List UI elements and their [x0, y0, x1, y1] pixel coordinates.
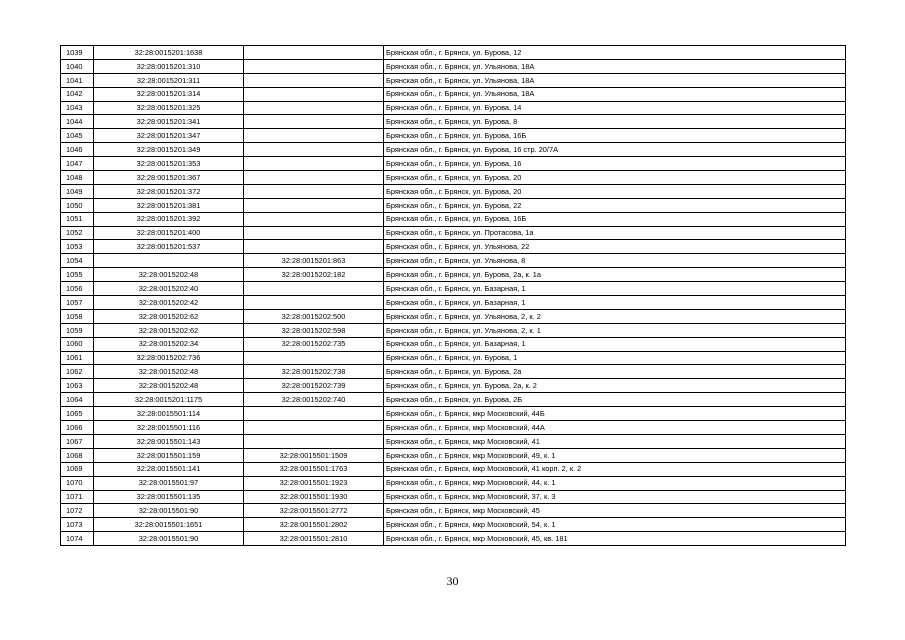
table-row [61, 448, 846, 462]
row-number-cell: 1047 [61, 157, 94, 171]
building-cadastral-number-cell [244, 351, 384, 365]
building-cadastral-number-cell [244, 59, 384, 73]
land-cadastral-number-cell: 32:28:0015201:381 [94, 198, 244, 212]
address-cell: Брянская обл., г. Брянск, мкр Московский, 44Б [384, 407, 846, 421]
building-cadastral-number-cell [244, 212, 384, 226]
land-cadastral-number-cell: 32:28:0015501:135 [94, 490, 244, 504]
building-cadastral-number-cell [244, 407, 384, 421]
building-cadastral-number-cell [244, 87, 384, 101]
land-cadastral-number-cell: 32:28:0015501:141 [94, 462, 244, 476]
land-cadastral-number-cell: 32:28:0015201:349 [94, 143, 244, 157]
table-row [61, 309, 846, 323]
address-cell: Брянская обл., г. Брянск, ул. Бурова, 20 [384, 171, 846, 185]
address-cell: Брянская обл., г. Брянск, ул. Ульянова, 2, к. 1 [384, 323, 846, 337]
row-number-cell: 1072 [61, 504, 94, 518]
address-cell: Брянская обл., г. Брянск, ул. Ульянова, 18А [384, 73, 846, 87]
land-cadastral-number-cell: 32:28:0015501:1651 [94, 518, 244, 532]
land-cadastral-number-cell: 32:28:0015202:42 [94, 296, 244, 310]
land-cadastral-number-cell: 32:28:0015201:325 [94, 101, 244, 115]
building-cadastral-number-cell [244, 143, 384, 157]
table-row [61, 532, 846, 546]
address-cell: Брянская обл., г. Брянск, ул. Бурова, 16Б [384, 212, 846, 226]
address-cell: Брянская обл., г. Брянск, ул. Базарная, 1 [384, 282, 846, 296]
row-number-cell: 1063 [61, 379, 94, 393]
address-cell: Брянская обл., г. Брянск, ул. Базарная, 1 [384, 337, 846, 351]
building-cadastral-number-cell [244, 226, 384, 240]
land-cadastral-number-cell: 32:28:0015202:48 [94, 268, 244, 282]
table-row [61, 504, 846, 518]
building-cadastral-number-cell [244, 434, 384, 448]
row-number-cell: 1055 [61, 268, 94, 282]
row-number-cell: 1058 [61, 309, 94, 323]
address-cell: Брянская обл., г. Брянск, мкр Московский, 49, к. 1 [384, 448, 846, 462]
address-cell: Брянская обл., г. Брянск, мкр Московский, 45 [384, 504, 846, 518]
land-cadastral-number-cell: 32:28:0015201:1175 [94, 393, 244, 407]
row-number-cell: 1050 [61, 198, 94, 212]
land-cadastral-number-cell: 32:28:0015202:736 [94, 351, 244, 365]
address-cell: Брянская обл., г. Брянск, ул. Ульянова, 22 [384, 240, 846, 254]
land-cadastral-number-cell: 32:28:0015501:97 [94, 476, 244, 490]
address-cell: Брянская обл., г. Брянск, ул. Базарная, 1 [384, 296, 846, 310]
building-cadastral-number-cell: 32:28:0015202:182 [244, 268, 384, 282]
land-cadastral-number-cell [94, 254, 244, 268]
address-cell: Брянская обл., г. Брянск, мкр Московский, 44, к. 1 [384, 476, 846, 490]
table-row [61, 254, 846, 268]
table-row [61, 184, 846, 198]
building-cadastral-number-cell: 32:28:0015501:2810 [244, 532, 384, 546]
table-row [61, 323, 846, 337]
table-row [61, 518, 846, 532]
land-cadastral-number-cell: 32:28:0015201:372 [94, 184, 244, 198]
row-number-cell: 1054 [61, 254, 94, 268]
row-number-cell: 1049 [61, 184, 94, 198]
building-cadastral-number-cell [244, 421, 384, 435]
land-cadastral-number-cell: 32:28:0015201:311 [94, 73, 244, 87]
table-row [61, 351, 846, 365]
row-number-cell: 1052 [61, 226, 94, 240]
land-cadastral-number-cell: 32:28:0015201:400 [94, 226, 244, 240]
row-number-cell: 1065 [61, 407, 94, 421]
land-cadastral-number-cell: 32:28:0015201:392 [94, 212, 244, 226]
row-number-cell: 1053 [61, 240, 94, 254]
address-cell: Брянская обл., г. Брянск, ул. Бурова, 16Б [384, 129, 846, 143]
table-row [61, 407, 846, 421]
building-cadastral-number-cell: 32:28:0015501:2802 [244, 518, 384, 532]
land-cadastral-number-cell: 32:28:0015202:48 [94, 379, 244, 393]
table-row [61, 226, 846, 240]
building-cadastral-number-cell: 32:28:0015202:738 [244, 365, 384, 379]
land-cadastral-number-cell: 32:28:0015202:40 [94, 282, 244, 296]
table-row [61, 115, 846, 129]
address-cell: Брянская обл., г. Брянск, ул. Бурова, 22 [384, 198, 846, 212]
table-row [61, 462, 846, 476]
table-row [61, 87, 846, 101]
address-cell: Брянская обл., г. Брянск, ул. Бурова, 1 [384, 351, 846, 365]
address-cell: Брянская обл., г. Брянск, ул. Ульянова, 2, к. 2 [384, 309, 846, 323]
land-cadastral-number-cell: 32:28:0015202:62 [94, 309, 244, 323]
address-cell: Брянская обл., г. Брянск, ул. Бурова, 2Б [384, 393, 846, 407]
land-cadastral-number-cell: 32:28:0015501:90 [94, 504, 244, 518]
building-cadastral-number-cell: 32:28:0015501:1930 [244, 490, 384, 504]
land-cadastral-number-cell: 32:28:0015202:48 [94, 365, 244, 379]
land-cadastral-number-cell: 32:28:0015201:314 [94, 87, 244, 101]
table-row [61, 421, 846, 435]
table-row [61, 101, 846, 115]
row-number-cell: 1048 [61, 171, 94, 185]
row-number-cell: 1066 [61, 421, 94, 435]
building-cadastral-number-cell: 32:28:0015501:2772 [244, 504, 384, 518]
row-number-cell: 1064 [61, 393, 94, 407]
land-cadastral-number-cell: 32:28:0015201:353 [94, 157, 244, 171]
address-cell: Брянская обл., г. Брянск, ул. Бурова, 8 [384, 115, 846, 129]
building-cadastral-number-cell [244, 129, 384, 143]
row-number-cell: 1059 [61, 323, 94, 337]
table-row [61, 157, 846, 171]
row-number-cell: 1062 [61, 365, 94, 379]
page-number: 30 [446, 574, 459, 588]
row-number-cell: 1056 [61, 282, 94, 296]
land-cadastral-number-cell: 32:28:0015501:90 [94, 532, 244, 546]
row-number-cell: 1070 [61, 476, 94, 490]
building-cadastral-number-cell: 32:28:0015202:735 [244, 337, 384, 351]
address-cell: Брянская обл., г. Брянск, ул. Ульянова, 18А [384, 59, 846, 73]
row-number-cell: 1068 [61, 448, 94, 462]
address-cell: Брянская обл., г. Брянск, ул. Бурова, 16 [384, 157, 846, 171]
building-cadastral-number-cell [244, 157, 384, 171]
land-cadastral-number-cell: 32:28:0015201:347 [94, 129, 244, 143]
row-number-cell: 1045 [61, 129, 94, 143]
cadastral-table [60, 45, 846, 546]
building-cadastral-number-cell [244, 282, 384, 296]
address-cell: Брянская обл., г. Брянск, ул. Бурова, 12 [384, 46, 846, 60]
address-cell: Брянская обл., г. Брянск, ул. Бурова, 2а [384, 365, 846, 379]
row-number-cell: 1061 [61, 351, 94, 365]
row-number-cell: 1074 [61, 532, 94, 546]
building-cadastral-number-cell [244, 198, 384, 212]
address-cell: Брянская обл., г. Брянск, ул. Бурова, 20 [384, 184, 846, 198]
address-cell: Брянская обл., г. Брянск, мкр Московский, 54, к. 1 [384, 518, 846, 532]
building-cadastral-number-cell: 32:28:0015202:598 [244, 323, 384, 337]
address-cell: Брянская обл., г. Брянск, ул. Протасова, 1а [384, 226, 846, 240]
table-row [61, 282, 846, 296]
building-cadastral-number-cell: 32:28:0015501:1763 [244, 462, 384, 476]
table-row [61, 379, 846, 393]
land-cadastral-number-cell: 32:28:0015501:114 [94, 407, 244, 421]
address-cell: Брянская обл., г. Брянск, ул. Ульянова, 8 [384, 254, 846, 268]
land-cadastral-number-cell: 32:28:0015202:34 [94, 337, 244, 351]
row-number-cell: 1069 [61, 462, 94, 476]
row-number-cell: 1046 [61, 143, 94, 157]
building-cadastral-number-cell [244, 46, 384, 60]
land-cadastral-number-cell: 32:28:0015201:341 [94, 115, 244, 129]
address-cell: Брянская обл., г. Брянск, ул. Ульянова, 18А [384, 87, 846, 101]
address-cell: Брянская обл., г. Брянск, мкр Московский, 41 корп. 2, к. 2 [384, 462, 846, 476]
building-cadastral-number-cell: 32:28:0015202:500 [244, 309, 384, 323]
table-row [61, 198, 846, 212]
table-row [61, 59, 846, 73]
land-cadastral-number-cell: 32:28:0015201:310 [94, 59, 244, 73]
building-cadastral-number-cell: 32:28:0015501:1923 [244, 476, 384, 490]
table-row [61, 240, 846, 254]
address-cell: Брянская обл., г. Брянск, мкр Московский, 45, кв. 181 [384, 532, 846, 546]
land-cadastral-number-cell: 32:28:0015201:537 [94, 240, 244, 254]
address-cell: Брянская обл., г. Брянск, мкр Московский, 37, к. 3 [384, 490, 846, 504]
address-cell: Брянская обл., г. Брянск, ул. Бурова, 16 стр. 20/7А [384, 143, 846, 157]
address-cell: Брянская обл., г. Брянск, ул. Бурова, 14 [384, 101, 846, 115]
row-number-cell: 1044 [61, 115, 94, 129]
building-cadastral-number-cell: 32:28:0015202:740 [244, 393, 384, 407]
land-cadastral-number-cell: 32:28:0015501:116 [94, 421, 244, 435]
row-number-cell: 1051 [61, 212, 94, 226]
land-cadastral-number-cell: 32:28:0015201:367 [94, 171, 244, 185]
land-cadastral-number-cell: 32:28:0015202:62 [94, 323, 244, 337]
table-row [61, 393, 846, 407]
land-cadastral-number-cell: 32:28:0015501:159 [94, 448, 244, 462]
building-cadastral-number-cell [244, 115, 384, 129]
row-number-cell: 1040 [61, 59, 94, 73]
address-cell: Брянская обл., г. Брянск, мкр Московский, 44А [384, 421, 846, 435]
building-cadastral-number-cell: 32:28:0015501:1509 [244, 448, 384, 462]
building-cadastral-number-cell: 32:28:0015202:739 [244, 379, 384, 393]
building-cadastral-number-cell [244, 73, 384, 87]
address-cell: Брянская обл., г. Брянск, ул. Бурова, 2а, к. 2 [384, 379, 846, 393]
table-row [61, 46, 846, 60]
table-row [61, 490, 846, 504]
building-cadastral-number-cell: 32:28:0015201:863 [244, 254, 384, 268]
table-row [61, 365, 846, 379]
land-cadastral-number-cell: 32:28:0015501:143 [94, 434, 244, 448]
table-row [61, 143, 846, 157]
row-number-cell: 1039 [61, 46, 94, 60]
row-number-cell: 1071 [61, 490, 94, 504]
table-row [61, 268, 846, 282]
building-cadastral-number-cell [244, 171, 384, 185]
address-cell: Брянская обл., г. Брянск, мкр Московский, 41 [384, 434, 846, 448]
row-number-cell: 1043 [61, 101, 94, 115]
land-cadastral-number-cell: 32:28:0015201:1638 [94, 46, 244, 60]
table-row [61, 171, 846, 185]
building-cadastral-number-cell [244, 184, 384, 198]
address-cell: Брянская обл., г. Брянск, ул. Бурова, 2а, к. 1а [384, 268, 846, 282]
building-cadastral-number-cell [244, 240, 384, 254]
table-row [61, 296, 846, 310]
row-number-cell: 1073 [61, 518, 94, 532]
row-number-cell: 1041 [61, 73, 94, 87]
row-number-cell: 1067 [61, 434, 94, 448]
building-cadastral-number-cell [244, 101, 384, 115]
table-row [61, 212, 846, 226]
table-row [61, 337, 846, 351]
table-row [61, 476, 846, 490]
table-row [61, 434, 846, 448]
table-body [61, 46, 846, 546]
row-number-cell: 1060 [61, 337, 94, 351]
table-row [61, 129, 846, 143]
row-number-cell: 1042 [61, 87, 94, 101]
building-cadastral-number-cell [244, 296, 384, 310]
table-row [61, 73, 846, 87]
row-number-cell: 1057 [61, 296, 94, 310]
